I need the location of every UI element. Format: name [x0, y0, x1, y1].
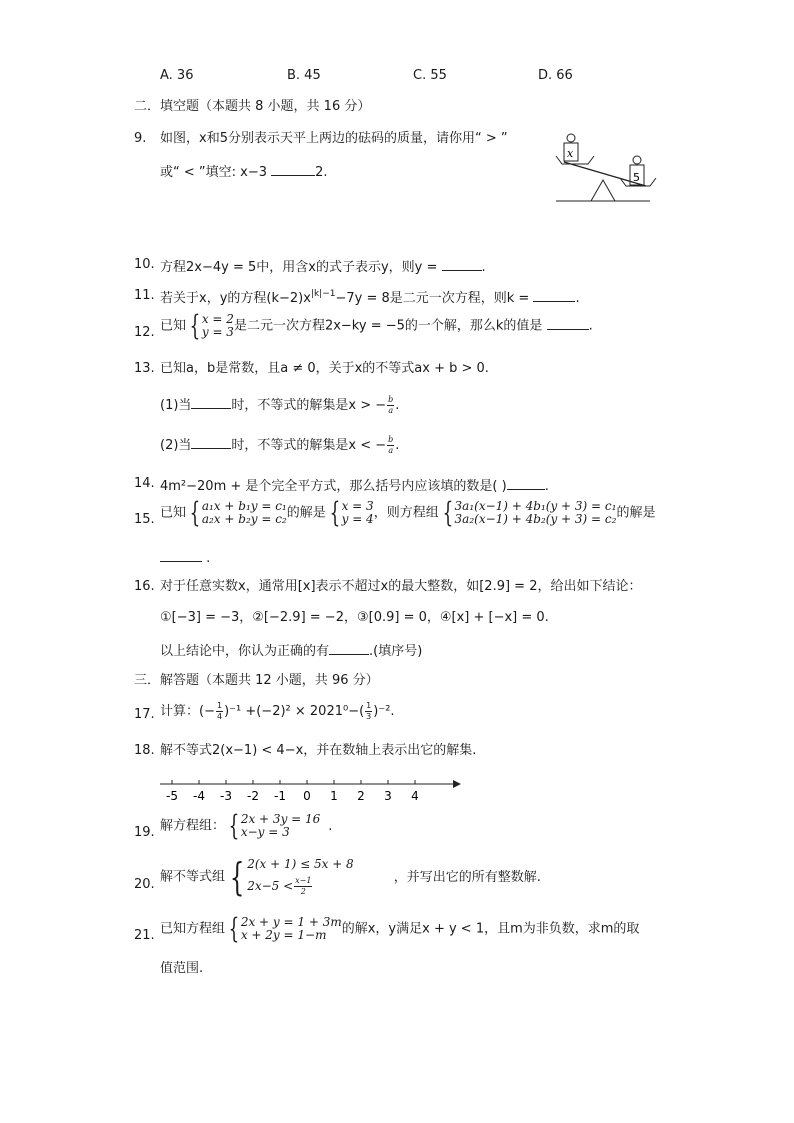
q11-text [160, 289, 580, 305]
equation-system: x = 3 y = 4 [341, 499, 374, 526]
equation-system: 2x + 3y = 16 x−y = 3 [240, 812, 321, 839]
fraction: $\frac{x-1}{2}$ [295, 876, 312, 896]
answer-blank [533, 289, 575, 302]
equation-system: 3a₁(x−1) + 4b₁(y + 3) = c₁ 3a₂(x−1) + 4b₂(y + 3) = c₂ [454, 499, 617, 526]
question-number: 9. [134, 131, 147, 146]
fraction: $\frac{b}{a}$ [388, 395, 394, 415]
q14-tail: . [544, 479, 549, 494]
q9-tail: 2. [315, 165, 328, 180]
tick-label: -1 [274, 789, 286, 803]
question-number: 15. [134, 512, 155, 527]
answer-blank [547, 317, 589, 330]
q18-text: 解不等式2(x−1) < 4−x，并在数轴上表示出它的解集. [160, 743, 477, 758]
question-number: 12. [134, 325, 155, 340]
tick-label: 0 [303, 789, 311, 803]
brace: { [189, 496, 201, 529]
q16-line3: 以上结论中，你认为正确的有 .(填序号) [160, 644, 423, 659]
brace: { [189, 309, 201, 342]
equation-system: x = 2 y = 3 [201, 312, 234, 339]
section-heading-fill-blank: 二．填空题（本题共 8 小题，共 16 分） [134, 99, 371, 114]
inequality-system: 2(x + 1) ≤ 5x + 8 2x−5 < $\frac{x-1}{2}$ [247, 857, 354, 896]
brace: { [229, 855, 245, 899]
brace: { [228, 912, 240, 945]
number-line-ticks [166, 780, 419, 803]
q11-tail: . [575, 291, 580, 306]
tick-label: 4 [411, 789, 419, 803]
question-number: 17. [134, 707, 155, 722]
choice-b: B. 45 [287, 68, 321, 83]
q10-stem: 方程2x−4y = 5中，用含x的式子表示y，则y = [160, 260, 438, 275]
weight-right-label: 5 [633, 171, 640, 184]
section-heading-solve: 三．解答题（本题共 12 小题，共 96 分） [134, 673, 379, 688]
question-number: 21. [134, 928, 155, 943]
brace: { [228, 809, 240, 842]
choice-a: A. 36 [160, 68, 194, 83]
q12-tail: . [588, 318, 593, 334]
q21-text: 已知方程组 { 2x + y = 1 + 3m x + 2y = 1−m 的解x，y满足x + y < 1，且m为非负数，求m的取 [160, 912, 640, 945]
answer-blank [507, 477, 545, 490]
tick-label: -3 [220, 789, 232, 803]
q9-line2 [160, 163, 328, 179]
equation-system: a₁x + b₁y = c₁ a₂x + b₂y = c₂ [201, 499, 287, 526]
q13-part2: (2)当 时，不等式的解集是x < − $\frac{b}{a}$ . [160, 435, 400, 455]
question-number: 14. [134, 476, 155, 491]
q14-text [160, 477, 549, 493]
tick-label: -2 [247, 789, 259, 803]
answer-blank [191, 396, 231, 409]
question-number: 11. [134, 288, 155, 303]
brace: { [442, 496, 453, 529]
weight-left-label: x [567, 147, 574, 160]
q13-part1: (1)当 时，不等式的解集是x > − $\frac{b}{a}$ . [160, 395, 400, 415]
equation-system: 2x + y = 1 + 3m x + 2y = 1−m [240, 915, 342, 942]
tick-label: -4 [193, 789, 205, 803]
q9-text: 或“ < ”填空: x−3 [160, 165, 267, 180]
q15-answer-line: . [160, 549, 210, 565]
answer-blank [442, 258, 482, 271]
fraction: $\frac{b}{a}$ [388, 435, 394, 455]
q16-line1: 对于任意实数x，通常用[x]表示不超过x的最大整数，如[2.9] = 2，给出如下结论： [160, 579, 642, 594]
number-line [155, 770, 465, 804]
q10-text [160, 258, 486, 274]
question-number: 18. [134, 743, 155, 758]
choice-d: D. 66 [538, 68, 573, 83]
question-number: 13. [134, 361, 155, 376]
q17-text: 计算：(− $\frac{1}{4}$ )⁻¹ +(−2)² × 2021⁰−( $\frac{1}{3}$ )⁻². [160, 701, 395, 721]
q11-exponent: |k|−1 [310, 289, 336, 299]
q20-text: 解不等式组 { 2(x + 1) ≤ 5x + 8 2x−5 < $\frac{x-1}{2}$ ，并写出它的所有整数解. [160, 855, 541, 899]
q14-stem: 4m²−20m + 是个完全平方式，那么括号内应该填的数是( ) [160, 479, 507, 494]
question-number: 20. [134, 877, 155, 892]
q12-pre: 已知 [160, 318, 187, 334]
question-number: 10. [134, 257, 155, 272]
answer-blank [271, 163, 315, 176]
choice-c: C. 55 [413, 68, 447, 83]
q13-stem: 已知a，b是常数，且a ≠ 0，关于x的不等式ax + b > 0. [160, 361, 489, 376]
answer-blank [329, 642, 369, 655]
answer-blank [191, 436, 231, 449]
q11-stem: 若关于x，y的方程(k−2)x [160, 291, 311, 306]
q21-line2: 值范围. [160, 961, 204, 976]
balance-scale-figure [550, 128, 658, 208]
q12-text [160, 309, 593, 342]
q16-line2: ①[−3] = −3，②[−2.9] = −2，③[0.9] = 0，④[x] + [−x] = 0. [160, 610, 549, 625]
q15-text: 已知 { a₁x + b₁y = c₁ a₂x + b₂y = c₂ 的解是 { x = 3 y = 4 ，则方程组 { 3a₁(x−1) + 4b₁(y + 3) = c₁ 3a₂(x−1) + 4b₂(y + 3) = c₂ 的解是 [160, 496, 656, 529]
tick-label: 2 [357, 789, 365, 803]
tick-label: 3 [384, 789, 392, 803]
answer-blank [160, 549, 202, 562]
question-number: 19. [134, 825, 155, 840]
q12-stem: 是二元一次方程2x−ky = −5的一个解，那么k的值是 [233, 318, 543, 334]
q9-line1: 如图，x和5分别表示天平上两边的砝码的质量，请你用“ > ” [160, 131, 508, 146]
tick-label: -5 [166, 789, 178, 803]
q10-tail: . [481, 260, 486, 275]
q19-text: 解方程组： { 2x + 3y = 16 x−y = 3 . [160, 809, 333, 842]
fraction: $\frac{1}{3}$ [366, 701, 372, 721]
q11-stem-2: −7y = 8是二元一次方程，则k = [335, 291, 530, 306]
tick-label: 1 [330, 789, 338, 803]
question-number: 16. [134, 579, 155, 594]
fraction: $\frac{1}{4}$ [216, 701, 223, 721]
brace: { [329, 496, 341, 529]
